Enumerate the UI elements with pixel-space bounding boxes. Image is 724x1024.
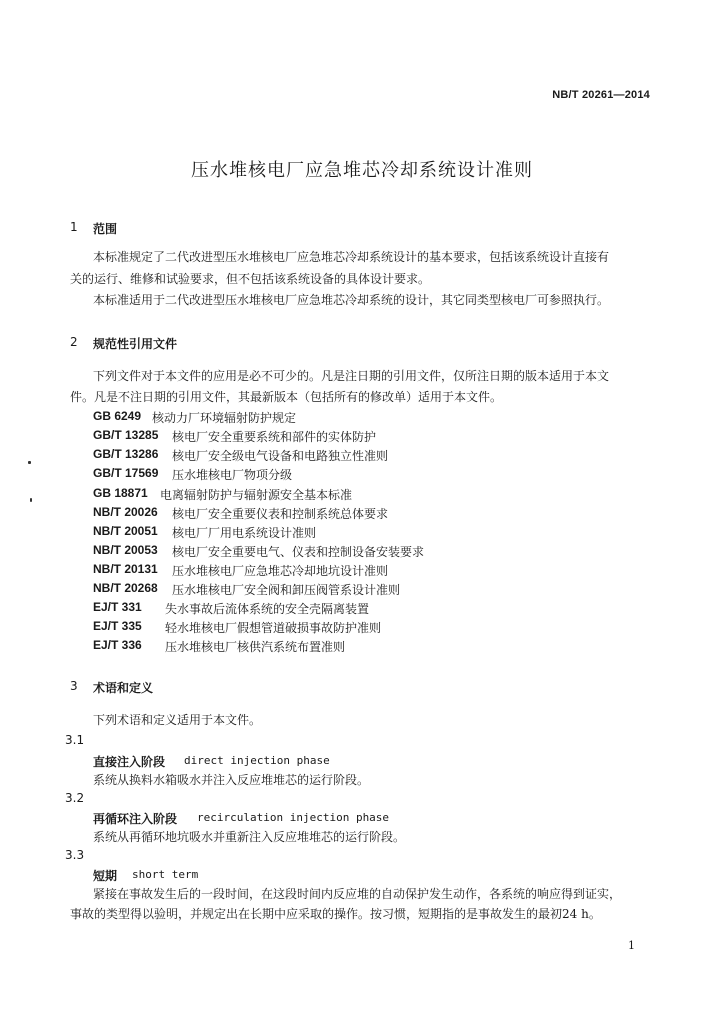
term-english: direct injection phase bbox=[184, 754, 330, 767]
scan-speck bbox=[28, 461, 31, 464]
term-english: recirculation injection phase bbox=[197, 811, 390, 824]
section-1-paragraph-1-line-2: 关的运行、维修和试验要求，但不包括该系统设备的具体设计要求。 bbox=[70, 272, 431, 286]
reference-code: GB 6249 bbox=[93, 409, 142, 423]
term-chinese: 直接注入阶段 bbox=[93, 755, 166, 769]
reference-code: EJ/T 336 bbox=[93, 638, 142, 652]
reference-code: GB/T 17569 bbox=[93, 466, 159, 480]
reference-title: 核电厂安全重要电气、仪表和控制设备安装要求 bbox=[172, 545, 425, 559]
section-3-intro: 下列术语和定义适用于本文件。 bbox=[93, 713, 262, 727]
reference-title: 压水堆核电厂物项分级 bbox=[172, 468, 293, 482]
reference-title: 压水堆核电厂应急堆芯冷却地坑设计准则 bbox=[172, 564, 389, 578]
standard-code: NB/T 20261—2014 bbox=[552, 89, 650, 101]
reference-code: NB/T 20051 bbox=[93, 524, 158, 538]
document-title: 压水堆核电厂应急堆芯冷却系统设计准则 bbox=[191, 160, 533, 181]
reference-title: 核电厂厂用电系统设计准则 bbox=[172, 526, 317, 540]
section-3-title: 术语和定义 bbox=[93, 681, 154, 695]
reference-code: GB 18871 bbox=[93, 486, 148, 500]
term-definition: 系统从再循环地坑吸水并重新注入反应堆堆芯的运行阶段。 bbox=[93, 830, 406, 844]
reference-code: GB/T 13286 bbox=[93, 447, 159, 461]
reference-code: NB/T 20053 bbox=[93, 543, 158, 557]
section-1-number: 1 bbox=[70, 220, 78, 234]
section-3-number: 3 bbox=[70, 679, 78, 693]
section-2-title: 规范性引用文件 bbox=[93, 337, 178, 351]
term-number: 3.1 bbox=[65, 733, 85, 747]
term-chinese: 再循环注入阶段 bbox=[93, 812, 178, 826]
term-definition: 系统从换料水箱吸水并注入反应堆堆芯的运行阶段。 bbox=[93, 773, 370, 787]
page-number: 1 bbox=[628, 939, 635, 952]
term-chinese: 短期 bbox=[93, 869, 118, 883]
reference-title: 电离辐射防护与辐射源安全基本标准 bbox=[160, 488, 353, 502]
section-1-paragraph-1-line-1: 本标准规定了二代改进型压水堆核电厂应急堆芯冷却系统设计的基本要求，包括该系统设计直接有 bbox=[93, 250, 610, 264]
section-2-number: 2 bbox=[70, 335, 78, 349]
section-1-title: 范围 bbox=[93, 222, 118, 236]
reference-code: NB/T 20026 bbox=[93, 505, 158, 519]
reference-code: NB/T 20268 bbox=[93, 581, 158, 595]
reference-title: 失水事故后流体系统的安全壳隔离装置 bbox=[165, 602, 370, 616]
reference-code: NB/T 20131 bbox=[93, 562, 158, 576]
reference-title: 轻水堆核电厂假想管道破损事故防护准则 bbox=[165, 621, 382, 635]
reference-code: EJ/T 335 bbox=[93, 619, 142, 633]
reference-title: 核电厂安全重要仪表和控制系统总体要求 bbox=[172, 507, 389, 521]
reference-title: 核动力厂环境辐射防护规定 bbox=[152, 411, 297, 425]
reference-title: 核电厂安全级电气设备和电路独立性准则 bbox=[172, 449, 389, 463]
section-2-intro-line-2: 件。凡是不注日期的引用文件，其最新版本（包括所有的修改单）适用于本文件。 bbox=[70, 390, 503, 404]
reference-code: EJ/T 331 bbox=[93, 600, 142, 614]
reference-title: 压水堆核电厂安全阀和卸压阀管系设计准则 bbox=[172, 583, 401, 597]
term-number: 3.2 bbox=[65, 791, 85, 805]
term-definition-line-2: 事故的类型得以验明，并规定出在长期中应采取的操作。按习惯，短期指的是事故发生的最初24 h。 bbox=[70, 907, 601, 921]
term-number: 3.3 bbox=[65, 848, 85, 862]
term-english: short term bbox=[132, 868, 199, 881]
section-1-paragraph-2: 本标准适用于二代改进型压水堆核电厂应急堆芯冷却系统的设计，其它同类型核电厂可参照执行。 bbox=[93, 293, 610, 307]
reference-code: GB/T 13285 bbox=[93, 428, 159, 442]
section-2-intro-line-1: 下列文件对于本文件的应用是必不可少的。凡是注日期的引用文件，仅所注日期的版本适用于本文 bbox=[93, 369, 610, 383]
reference-title: 核电厂安全重要系统和部件的实体防护 bbox=[172, 430, 377, 444]
term-definition-line-1: 紧接在事故发生后的一段时间，在这段时间内反应堆的自动保护发生动作，各系统的响应得到证实， bbox=[93, 887, 622, 901]
reference-title: 压水堆核电厂核供汽系统布置准则 bbox=[165, 640, 346, 654]
scan-speck bbox=[30, 498, 32, 502]
